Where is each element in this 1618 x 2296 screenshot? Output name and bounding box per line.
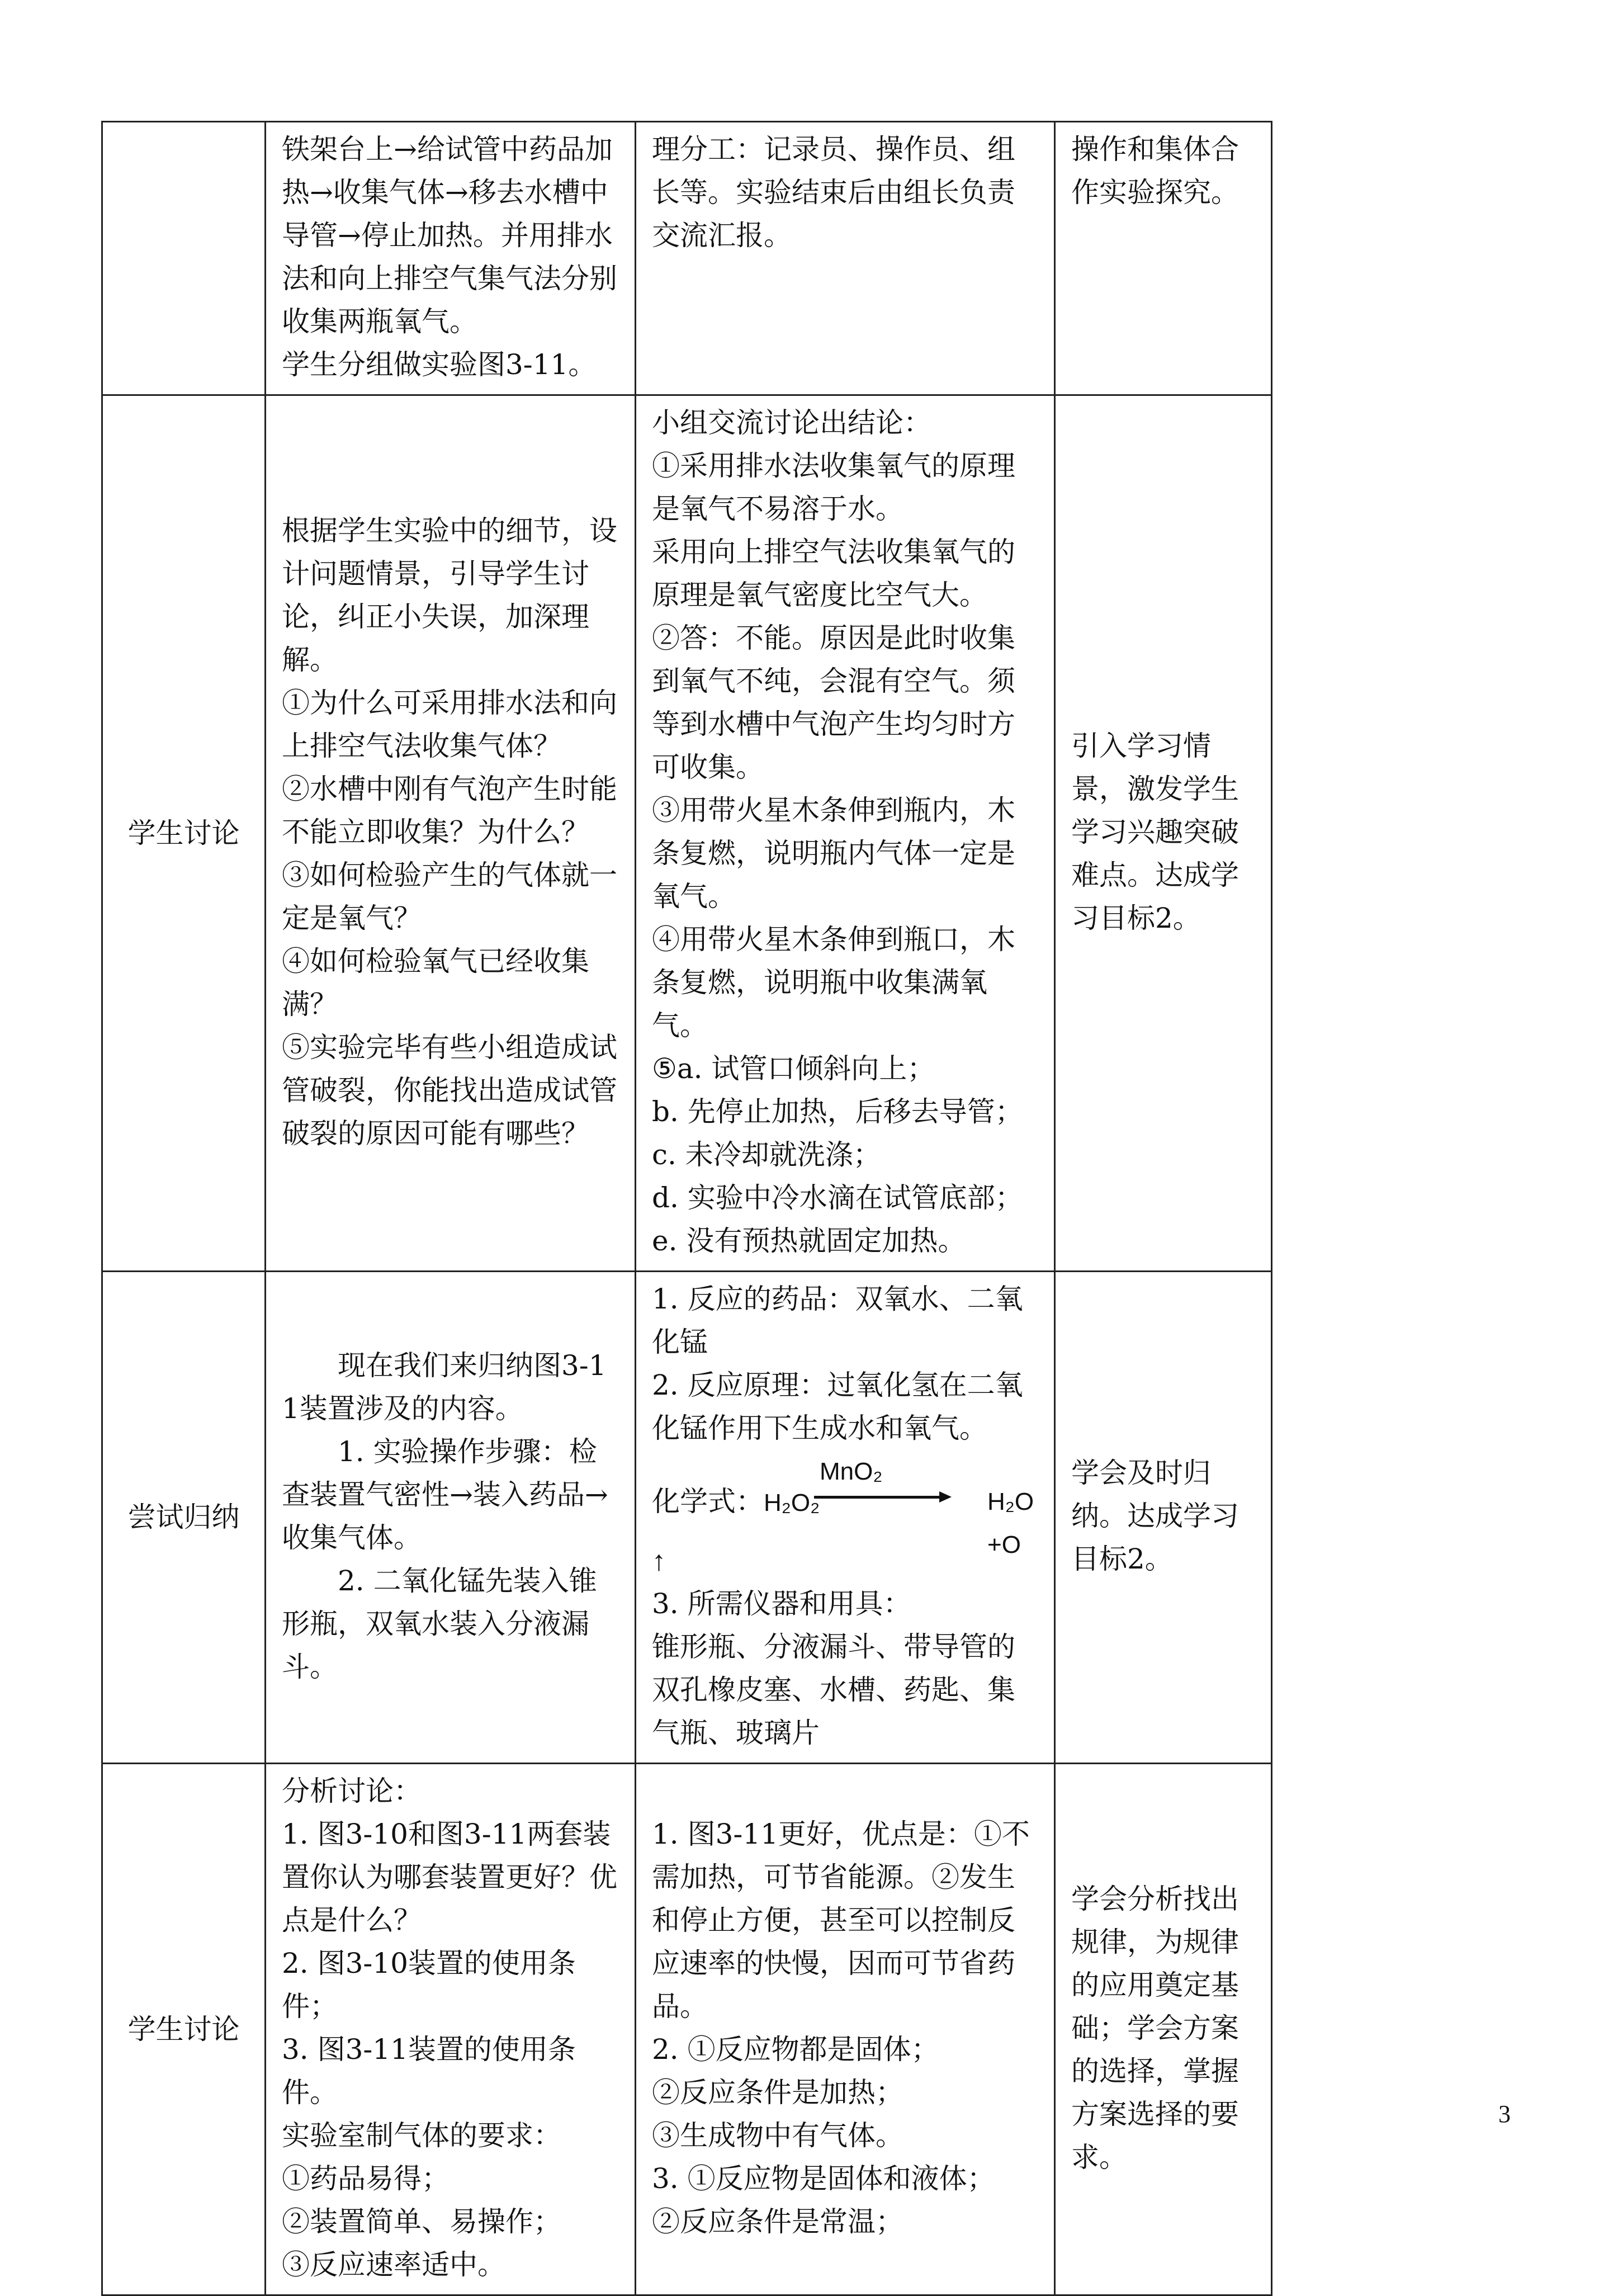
student-activity-cell [636,395,1055,1272]
student-text: 2. ①反应物都是固体； [652,2033,939,2066]
product: H₂O+O [987,1488,1034,1558]
student-text: 理分工：记录员、操作员、组长等。实验结束后由组长负责交流汇报。 [652,133,1015,252]
teacher-text: 2. 二氧化锰先装入锥形瓶，双氧水装入分液漏斗。 [282,1564,597,1683]
student-text: ①采用排水法收集氧气的原理是氧气不易溶于水。 [652,450,1015,525]
student-text: 采用向上排空气法收集氧气的原理是氧气密度比空气大。 [652,536,1015,611]
gas-arrow-icon: ↑ [652,1545,666,1576]
stage-cell [102,122,266,395]
teacher-text: 分析讨论： [282,1775,422,1807]
student-text: ③生成物中有气体。 [652,2119,903,2152]
intent-text: 操作和集体合作实验探究。 [1071,133,1239,209]
lesson-plan-table [101,121,1272,2296]
student-text: c. 未冷却就洗涤； [652,1138,881,1171]
student-text: 1. 图3-11更好，优点是：①不需加热，可节省能源。②发生和停止方便，甚至可以控制反应速率的快慢，因而可节省药品。 [652,1818,1030,2023]
intent-text: 学会及时归纳。达成学习目标2。 [1071,1457,1239,1575]
stage-cell: 学生讨论 [102,395,266,1272]
student-text: ④用带火星木条伸到瓶口，木条复燃，说明瓶中收集满氧气。 [652,923,1015,1042]
teacher-activity-cell [266,122,636,395]
reaction-arrow-icon [814,1496,948,1499]
reactant: H₂O₂ [764,1489,820,1517]
student-text: ②反应条件是常温； [652,2205,903,2238]
design-intent-cell [1055,1764,1272,2295]
teacher-activity-cell [266,1272,636,1764]
student-text: 3. ①反应物是固体和液体； [652,2162,995,2195]
teacher-text: ③如何检验产生的气体就一定是氧气？ [282,858,617,934]
student-activity-cell [636,122,1055,395]
formula-label: 化学式： [652,1485,764,1518]
student-text: 1. 反应的药品：双氧水、二氧化锰 [652,1283,1023,1358]
student-text: b. 先停止加热，后移去导管； [652,1095,1023,1128]
teacher-text: 学生分组做实验图3-11。 [282,348,597,381]
intent-text: 引入学习情景，激发学生学习兴趣突破难点。达成学习目标2。 [1071,729,1239,934]
student-text: ②反应条件是加热； [652,2076,903,2109]
stage-cell: 尝试归纳 [102,1272,266,1764]
student-text: ⑤a. 试管口倾斜向上； [652,1052,935,1085]
teacher-text: 实验室制气体的要求： [282,2119,561,2152]
equation-left [652,1480,820,1524]
student-activity-cell [636,1764,1055,2295]
teacher-text: 1. 实验操作步骤：检查装置气密性→装入药品→收集气体。 [282,1435,608,1554]
teacher-text: ④如何检验氧气已经收集满？ [282,944,589,1021]
table-row [102,1272,1272,1764]
design-intent-cell [1055,395,1272,1272]
student-activity-cell [636,1272,1055,1764]
table-row [102,395,1272,1272]
intent-text: 学会分析找出规律，为规律的应用奠定基础；学会方案的选择，掌握方案选择的要求。 [1071,1882,1239,2174]
teacher-text: 铁架台上→给试管中药品加热→收集气体→移去水槽中导管→停止加热。并用排水法和向上排空气集气法分别收集两瓶氧气。 [282,133,617,338]
student-text: d. 实验中冷水滴在试管底部； [652,1182,1023,1214]
student-text: 3. 所需仪器和用具： [652,1588,911,1620]
student-text: 2. 反应原理：过氧化氢在二氧化锰作用下生成水和氧气。 [652,1369,1023,1444]
teacher-activity-cell [266,1764,636,2295]
design-intent-cell [1055,1272,1272,1764]
student-text: e. 没有预热就固定加热。 [652,1225,966,1257]
teacher-text: ③反应速率适中。 [282,2248,505,2281]
teacher-text: ⑤实验完毕有些小组造成试管破裂，你能找出造成试管破裂的原因可能有哪些？ [282,1031,617,1150]
catalyst-label: MnO₂ [820,1458,883,1485]
teacher-activity-cell [266,395,636,1272]
teacher-text: 根据学生实验中的细节，设计问题情景，引导学生讨论，纠正小失误，加深理解。 [282,514,617,676]
student-text: ③用带火星木条伸到瓶内，木条复燃，说明瓶内气体一定是氧气。 [652,794,1015,913]
teacher-text: ②装置简单、易操作； [282,2205,561,2238]
page-number: 3 [1498,2100,1511,2128]
table-row [102,122,1272,395]
teacher-text: 3. 图3-11装置的使用条件。 [282,2033,576,2109]
teacher-text: 2. 图3-10装置的使用条件； [282,1947,576,2023]
chemical-equation [652,1450,1042,1558]
table-row [102,1764,1272,2295]
teacher-text: 1. 图3-10和图3-11两套装置你认为哪套装置更好？优点是什么？ [282,1818,617,1936]
teacher-text: ②水槽中刚有气泡产生时能不能立即收集？为什么？ [282,772,617,848]
teacher-text: ①药品易得； [282,2162,450,2195]
teacher-text: 现在我们来归纳图3-11装置涉及的内容。 [282,1349,607,1425]
teacher-text: ①为什么可采用排水法和向上排空气法收集气体？ [282,686,617,762]
stage-cell: 学生讨论 [102,1764,266,2295]
design-intent-cell [1055,122,1272,395]
student-text: 锥形瓶、分液漏斗、带导管的双孔橡皮塞、水槽、药匙、集气瓶、玻璃片 [652,1631,1015,1749]
student-text: ②答：不能。原因是此时收集到氧气不纯，会混有空气。须等到水槽中气泡产生均匀时方可收集。 [652,622,1015,783]
student-text: 小组交流讨论出结论： [652,407,931,439]
